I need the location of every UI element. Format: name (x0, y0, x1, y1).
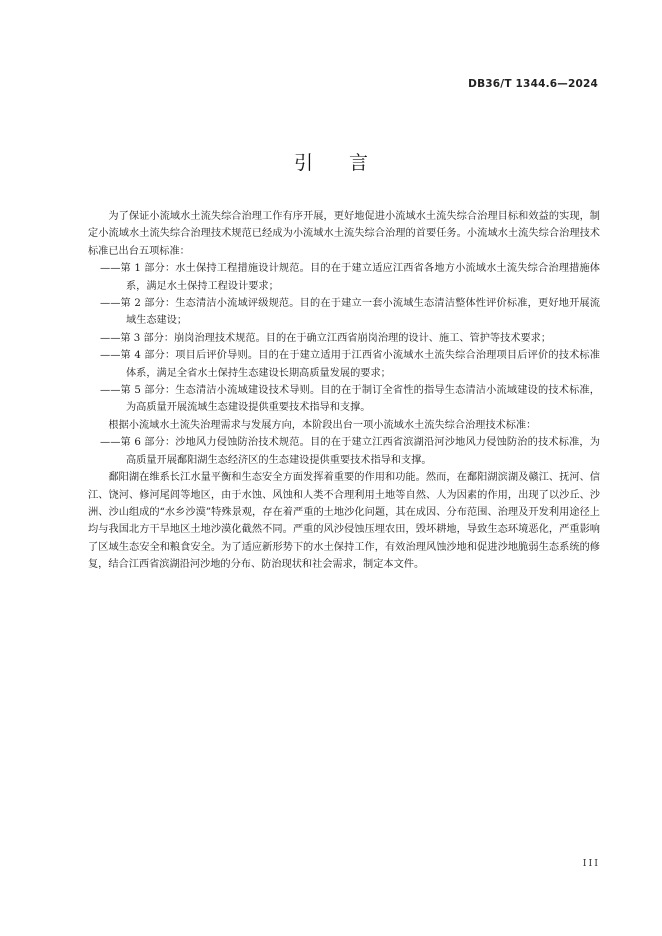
list-item (88, 347, 600, 382)
list-item-text: 第 2 部分：生态清洁小流域评级规范。目的在于建立一套小流域生态清洁整体性评价标准，更好地开展流域生态建设； (120, 298, 600, 327)
list-item-text: 第 5 部分：生态清洁小流域建设技术导则。目的在于制订全省性的指导生态清洁小流域建设的技术标准，为高质量开展流域生态建设提供重要技术指导和支撑。 (120, 385, 600, 414)
plan-paragraph: 根据小流域水土流失治理需求与发展方向，本阶段出台一项小流域水土流失综合治理技术标准： (108, 419, 537, 431)
list-dash: —— (100, 298, 121, 310)
list-dash: —— (100, 350, 121, 362)
intro-paragraph: 为了保证小流域水土流失综合治理工作有序开展，更好地促进小流域水土流失综合治理目标和效益的实现，制定小流域水土流失综合治理技术规范已经成为小流域水土流失综合治理的首要任务。小流域水土流失综合治理技术标准已出台五项标准： (88, 211, 600, 257)
list-item-text: 第 4 部分：项目后评价导则。目的在于建立适用于江西省小流域水土流失综合治理项目后评价的技术标准体系，满足全省水土保持生态建设长期高质量发展的要求； (120, 350, 600, 379)
list-item-text: 第 3 部分：崩岗治理技术规范。目的在于确立江西省崩岗治理的设计、施工、管护等技术要求； (120, 332, 552, 344)
list-item (88, 260, 600, 295)
list-dash: —— (100, 263, 121, 275)
list-item (88, 295, 600, 330)
list-item (88, 330, 600, 347)
list-item-text: 第 1 部分：水土保持工程措施设计规范。目的在于建立适应江西省各地方小流域水土流失综合治理措施体系，满足水土保持工程设计要求； (120, 263, 600, 292)
new-parts-list (88, 434, 600, 469)
list-dash: —— (100, 332, 121, 344)
document-code: DB36/T 1344.6—2024 (468, 78, 598, 90)
list-item-text: 第 6 部分：沙地风力侵蚀防治技术规范。目的在于建立江西省滨湖沿河沙地风力侵蚀防治的技术标准，为高质量开展鄱阳湖生态经济区的生态建设提供重要技术指导和支撑。 (120, 437, 600, 466)
list-dash: —— (100, 385, 121, 397)
list-item (88, 382, 600, 417)
list-dash: —— (100, 437, 121, 449)
document-body (88, 208, 600, 574)
page-title: 引言 (293, 152, 404, 174)
existing-parts-list (88, 260, 600, 417)
page-number: III (582, 858, 600, 869)
background-paragraph: 鄱阳湖在维系长江水量平衡和生态安全方面发挥着重要的作用和功能。然而，在鄱阳湖滨湖及赣江、抚河、信江、饶河、修河尾闾等地区，由于水蚀、风蚀和人类不合理利用土地等自然、人为因素的作用，出现了以沙丘、沙洲、沙山组成的“水乡沙漠”特殊景观，存在着严重的土地沙化问题，其在成因、分布范围、治理及开发利用途径上均与我国北方干旱地区土地沙漠化截然不同。严重的风沙侵蚀压埋农田，毁坏耕地，导致生态环境恶化，严重影响了区域生态安全和粮食安全。为了适应新形势下的水土保持工作，有效治理风蚀沙地和促进沙地脆弱生态系统的修复，结合江西省滨湖沿河沙地的分布、防治现状和社会需求，制定本文件。 (88, 472, 600, 571)
list-item (88, 434, 600, 469)
